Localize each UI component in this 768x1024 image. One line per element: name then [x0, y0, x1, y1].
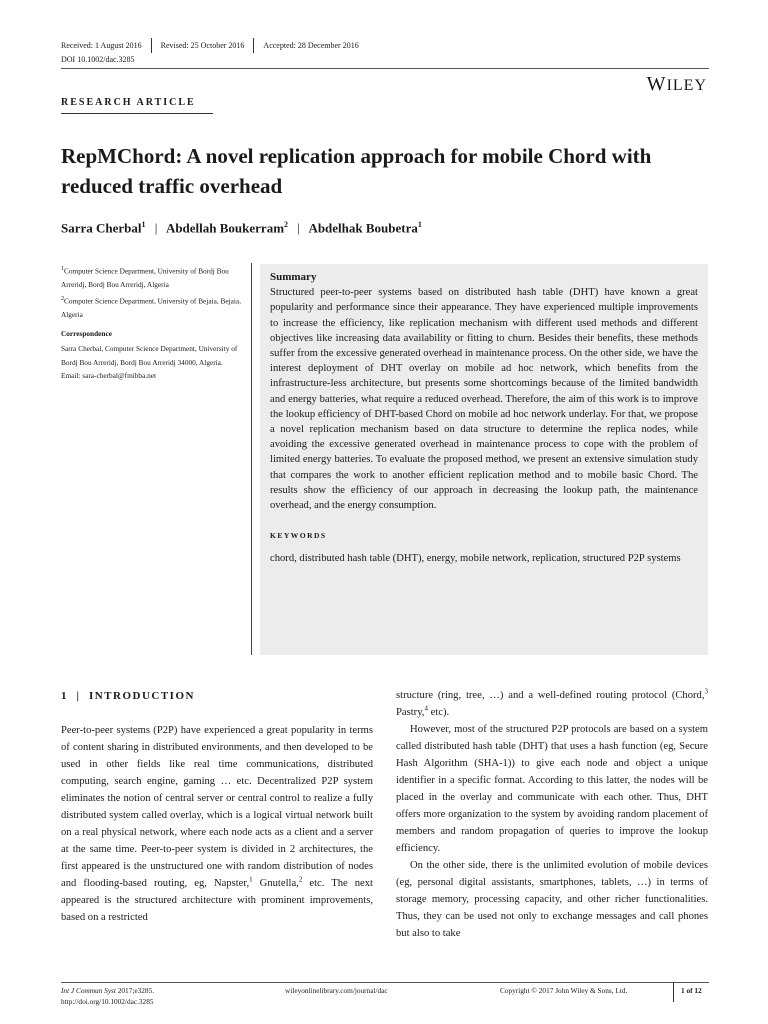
affiliation-ref: 1 [141, 220, 146, 229]
affiliations [61, 263, 241, 384]
citation-ref[interactable]: 4 [424, 704, 428, 713]
affiliation-ref: 2 [284, 220, 289, 229]
publication-dates [61, 38, 359, 53]
affiliation: $^2$Computer Science Department, University of Bejaia, Bejaia, Algeria [61, 296, 241, 319]
correspondence-email[interactable]: Email: sara-cherbal@fmibba.net [61, 370, 157, 380]
copyright: Copyright © 2017 John Wiley & Sons, Ltd. [500, 986, 628, 995]
affiliation-ref: 1 [417, 220, 422, 229]
correspondence-heading: Correspondence [61, 329, 112, 339]
publisher-logo: WILEY [646, 73, 707, 95]
paragraph: On the other side, there is the unlimited evolution of mobile devices (eg, personal digital assistants, smartphones, tablets, …) in terms of storage memory, processing capacity, and other richer functionalities. Thus, they can be used not only to exchange messages and call phones but also to take [396, 860, 708, 939]
paragraph: structure (ring, tree, …) and a well-defined routing protocol (Chord,$^3$ Pastry,$^4$ etc). [396, 687, 708, 718]
accepted-date: Accepted: 28 December 2016 [263, 41, 359, 50]
header-rule [61, 68, 709, 69]
citation-ref[interactable]: 2 [298, 875, 303, 884]
footer-citation: Int J Commun Syst 2017;e3285. http://doi.org/10.1002/dac.3285 [61, 986, 155, 1006]
footer-rule [61, 982, 709, 983]
summary-heading: Summary [270, 271, 317, 283]
date-divider [253, 38, 254, 53]
affiliation: $^1$Computer Science Department, University of Bordj Bou Arreridj, Bordj Bou Arreridj, Algeria [61, 266, 229, 289]
paper-title: RepMChord: A novel replication approach for mobile Chord with reduced traffic overhead [61, 144, 652, 198]
paragraph: However, most of the structured P2P protocols are based on a system called distributed hash table (DHT) that uses a hash function (eg, Secure Hash Algorithm (SHA-1)) to give each node and object a unique identifier in a specific format. According to this latter, the nodes will be placed in the overlay and communicate with each other. Thus, DHT offers more organization to the system by avoiding random placement of members and random propagation of queries to improve the lookup efficiency. [396, 724, 708, 854]
body-column-right [396, 687, 708, 942]
author-name[interactable]: Sarra Cherbal [61, 220, 142, 236]
received-date: Received: 1 August 2016 [61, 41, 142, 50]
article-type-underline [61, 113, 213, 114]
author-list: Sarra Cherbal$^1$ | Abdellah Boukerram$^2$ | Abdelhak Boubetra$^1$ [61, 220, 422, 236]
page-number: 1 of 12 [681, 986, 702, 995]
body-column-left [61, 722, 373, 926]
citation-ref[interactable]: 3 [704, 687, 708, 696]
paragraph: Peer-to-peer systems (P2P) have experienced a great popularity in terms of content sharing in distributed environments, and then developed to be used in other fields like real time communications, distributed computing, search engine, gaming … etc. Decentralized P2P system eliminates the notion of central server or central control to realize a fully distributed system called overlay, which is a logical virtual network built on a real physical network, where each node acts as a client and a server at the same time. Peer-to-peer system is divided in 2 architectures, the first appeared is the unstructured one with random distribution of nodes and flooding-based routing, eg, Napster,$^1$ Gnutella,$^2$ etc. The next appeared is the structured architecture with prominent improvements, based on a restricted [61, 725, 373, 923]
doi[interactable]: DOI 10.1002/dac.3285 [61, 55, 135, 64]
author-name[interactable]: Abdelhak Boubetra [308, 220, 418, 236]
abstract-box [260, 264, 708, 655]
journal-name: Int J Commun Syst [61, 986, 116, 995]
keywords-text: chord, distributed hash table (DHT), energy, mobile network, replication, structured P2P systems [270, 553, 681, 565]
date-divider [151, 38, 152, 53]
keywords-heading: KEYWORDS [270, 531, 327, 541]
author-name[interactable]: Abdellah Boukerram [165, 220, 285, 236]
summary-text: Structured peer-to-peer systems based on distributed hash table (DHT) have known a great popularity and performance since their appearance. They have experienced multiple improvements to increase the efficiency, like replication mechanism with different used methods and different objectives like increasing data availability or fitting to churn. Besides their benefits, these methods suffer from the excessive generated overhead in maintenance process. On the other side, we have the interest deployment of DHT overlay on mobile ad hoc network, which benefits from the infrastructure-less architecture, but presents some shortcomings because of the limited bandwidth and energy batteries, what require a reduced overhead. Therefore, the aim of this work is to improve the lookup efficiency of DHT-based Chord on mobile ad hoc network underlay. For that, we propose a novel replication mechanism based on data structure to determine the replica nodes, while avoiding the excessive generated overhead in maintenance process to cope with the problem of limited energy batteries. To evaluate the proposed method, we present an extensive simulation study that compares the work to another efficient replication method and to mobile basic Chord. The results show the efficiency of our approach in decreasing the lookup path, the maintenance overhead, and the energy consumption. [270, 287, 698, 512]
footer-divider [673, 982, 674, 1002]
section-heading: 1 | INTRODUCTION [61, 690, 195, 702]
article-type: RESEARCH ARTICLE [61, 97, 196, 108]
journal-site-link[interactable]: wileyonlinelibrary.com/journal/dac [285, 986, 388, 995]
sidebar-divider [251, 263, 252, 655]
correspondence-text: Sarra Cherbal, Computer Science Department, University of Bordj Bou Arreridj, Bordj Bou Arreridj 34000, Algeria. Email: sara-cherbal@fmibba.net [61, 344, 238, 380]
citation-ref[interactable]: 1 [249, 875, 253, 884]
revised-date: Revised: 25 October 2016 [160, 41, 245, 50]
footer-doi-link[interactable]: http://doi.org/10.1002/dac.3285 [61, 997, 154, 1006]
